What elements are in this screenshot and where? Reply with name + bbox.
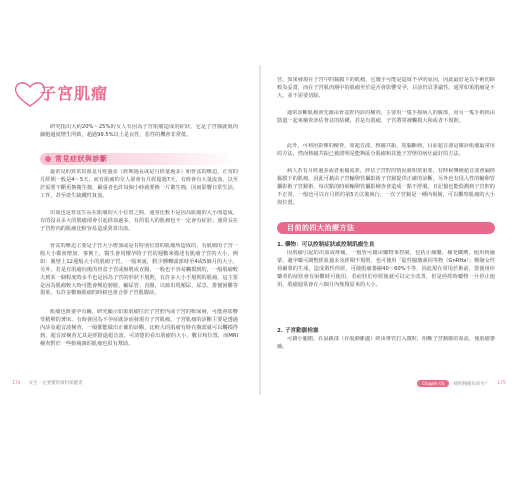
intro-paragraph: 研究指出大約20%～25%的女人有因為子宮肌瘤造成的症狀，它是子宮樣就肌肉細胞過度增生所致，超過99.5%以上是良性，惡性的機會非常低。 <box>40 124 238 138</box>
running-title-left: 女生一定要懂的婦科保健書 <box>28 381 83 386</box>
chapter-title-block <box>12 77 109 111</box>
section-header-symptoms <box>40 153 238 165</box>
paragraph-right-3: 此外，可利用影像的檢查，如超音波、核磁共振、電腦斷層，目前超音波是確診肌瘤最常用的方法，然而核磁共振已被證明是能夠區分肌瘤和其他子宮壁的病灶最好的方法。 <box>277 143 495 157</box>
left-footer <box>12 380 83 386</box>
bullet-dot-icon <box>45 156 51 162</box>
subheading-medication: 1. 藥物：可以控制症狀或控制肌瘤生長 <box>277 242 375 248</box>
chapter-badge: Chapter 04 <box>417 380 449 387</box>
paragraph-medication: 因肌瘤引起的出血或疼痛，一般皆可藉由藥物來控制，包括止痛藥、補充鐵劑，使用荷爾蒙、避孕藥可調整經血過多及經期不規則，也可使用「促性腺激素同等物（GnRHa）」壓制女性荷爾蒙的生成，造成假性停經，可使肌瘤萎縮40～60%不等，因此現在常用於術前，當使用停藥者的症狀會有困難時可使用，若症狀於停經後就可以完全改善，但是停經時藥物一旦停止使用，肌瘤通常會在六個月內恢復原來的大小。 <box>277 250 495 288</box>
paragraph-symptoms-1: 最常見的異常出血是月經過多（經期過長或是月經量過多）和骨盆的壓迫，正常的月經期一般是4～5天，而有肌瘤的女人卻會有月經超過7天，有時會有大量流血，以至於需要不斷更換衛生棉，嚴重者也許每個小時就要換一片衛生棉，因而影響日常生活，工作，甚至產生缺鐵性貧血。 <box>40 169 238 199</box>
paragraph-symptoms-4: 肌瘤也與妻孕有關，研究顯示如果肌瘤位於子宮腔內或子宮的較深層，可能會影響受精卵的著床，有時會因為不孕症就診而發現有子宮肌瘤。子宮肌瘤的診斷主要是透過內診及超音波檢查，一般都能做出正確的診斷，比較大的肌瘤有時在腹部就可以觸摸得到，超音波檢查尤其是經陰道超音波，可清楚的看出肌瘤的大小、數目和位置，而MRI檢查對於一些較複雜的肌瘤也很有幫助。 <box>40 309 238 347</box>
right-footer <box>417 380 506 387</box>
page-number-right: 175 <box>497 381 506 386</box>
paragraph-right-1: 宮，如果發現在子宮中的黏膜下的肌瘤，它幾乎可能是造成不孕的原因，因此最好是以手術切除較為妥當，而在子宮肌肉層中的肌瘤至於是否會影響受孕，目前仍具爭議性，通常如果肌瘤是不大，並不需要切除。 <box>277 77 495 99</box>
paragraph-right-4: 病人若有月經過多或者重複流產，評估子宮腔的情況就相當重要，有時候傳統超音波會漏掉黏膜下的肌瘤，因此可藉由子宮輸卵管攝影術子宮鏡提供正確的診斷，另外也有侵入性的輸卵管攝影術子宮鏡術，每次點的時候輸卵管攝影檢查會造成一點不舒服，且記憶也能偵測到子宮腔的不正常，一般也可以在月經的第5天以後執行，一次子宮鏡是一種內視鏡，可以觀察肌瘤的大小與位置。 <box>277 168 495 206</box>
subheading-embolization: 2. 子宮動脈栓塞 <box>277 328 319 334</box>
paragraph-symptoms-2: 出血也是骨盆生長在肌瘤的大小位置之間，通常比較不是因為肌瘤的大小而造成，有的沒長多大的肌瘤卻會引起經血過多，有的很大的肌瘤也不一定會有症狀；通常長在子宮腔內的肌瘤比較容易造成異常出血。 <box>40 210 238 232</box>
paragraph-right-2: 通常診斷肌瘤會先藉由骨盆腔內診的檢查，主要用一隻手摸病人的腹部，用另一隻手則經由陰道一起來檢查評估骨盆的結構，若是有肌瘤，子宮將常被觸摸大和或者不規則。 <box>277 110 495 124</box>
paragraph-symptoms-3: 骨盆的壓迫主要是子宮大小增加或是有特別位置的肌瘤所造成的，有肌瘤的子宮一般大小都會增加，事實上，醫生會用懷孕時子宮的週數來描述有肌瘤子宮的大小，例如：腹壁上12週般大小的肌瘤子宮，一般來說，假少腫轉頭部時至4或5個月的大小，另外，若是有肌瘤向後的骨盆子宮或膀胱或直腸，一般也不容易觸摸到的，一般肌瘤較大到某一個程度時多半也是因為子宮的形狀不規則，有許多大小不規則的肌瘤，這主要是因為肌瘤較大時可能會壓迫膀胱、輸尿管、直腸，以致出現頻尿、尿急、排便困難等現象，有許多數個肌瘤的時候也會合併子宮肌腺症。 <box>40 243 238 297</box>
chapter-title: 子宮肌瘤 <box>40 84 109 103</box>
paragraph-embolization: 可藉小腿槍，在鼠蹊部（在股動脈處）經由導管打入微粒，阻斷子宮動脈的血流，使肌瘤萎縮。 <box>277 336 495 350</box>
section-title: 常見症狀與診斷 <box>55 155 108 163</box>
page-number-left: 174 <box>12 380 21 386</box>
section-title: 目前的四大治療方法 <box>287 224 355 232</box>
running-title-right: 婦科腫瘤知多少？ <box>453 381 490 387</box>
section-header-treatments <box>277 222 495 234</box>
